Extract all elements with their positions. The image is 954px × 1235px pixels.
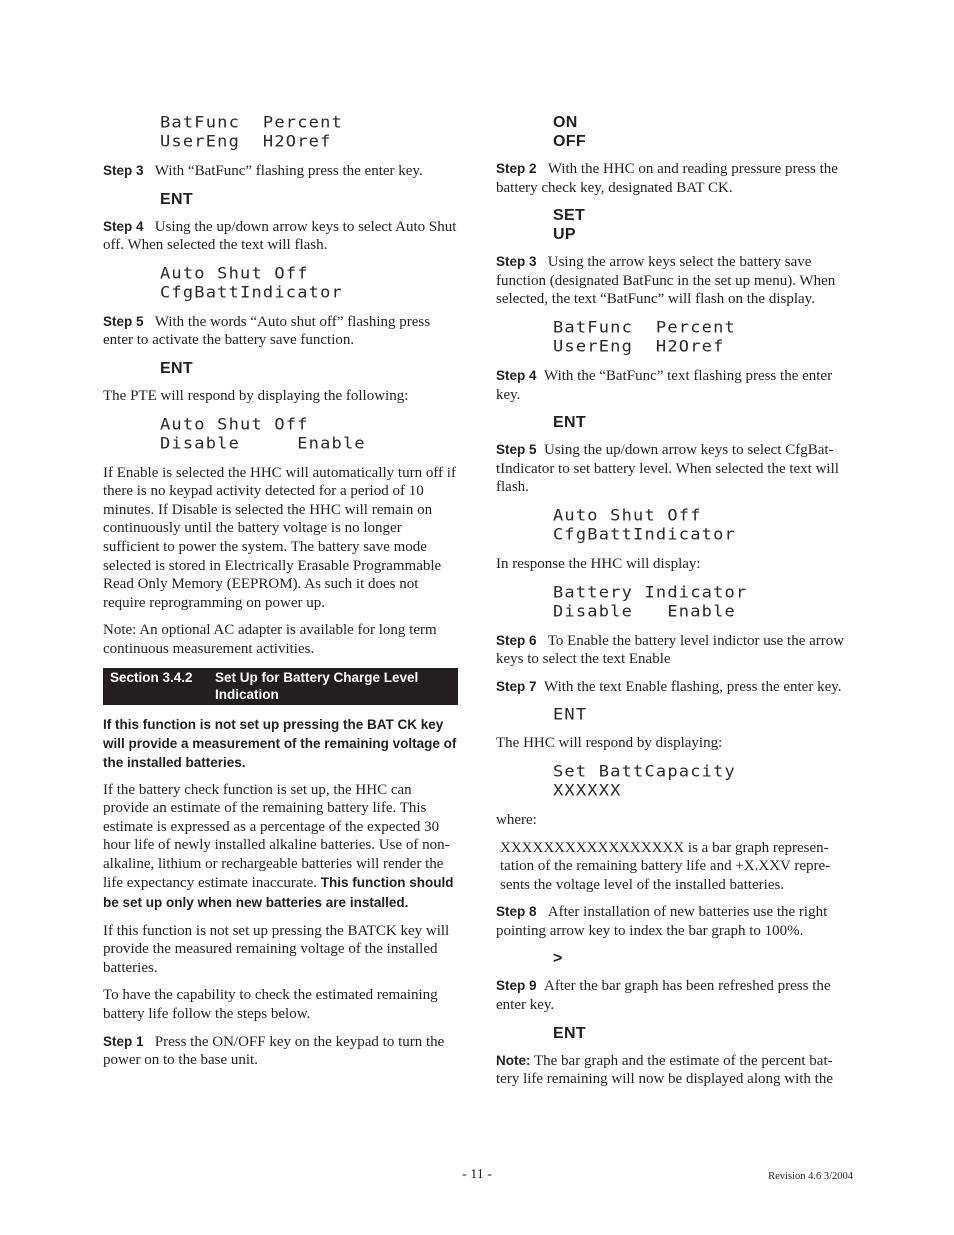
right-column [496, 113, 854, 1098]
step-3: Step 3 With “BatFunc” flashing press the enter key. [103, 163, 423, 179]
key-on-off: ON OFF [553, 114, 586, 150]
left-column [103, 113, 458, 1079]
revision-label: Revision 4.6 3/2004 [768, 1171, 853, 1182]
section-title: Set Up for Battery Charge Level Indication [215, 669, 419, 702]
final-note: Note: The bar graph and the estimate of the percent bat-tery life remaining will now be displayed along with the [496, 1052, 834, 1088]
capability-paragraph: To have the capability to check the estimated remaining battery life follow the steps below. [103, 987, 438, 1023]
step-8: Step 8 After installation of new batteries use the right pointing arrow key to index the bar graph to 100%. [496, 904, 828, 939]
step-3: Step 3 Using the arrow keys select the battery save function (designated BatFunc in the set up menu). When selected, the text “BatFunc” will flash on the display. [496, 254, 836, 308]
hhc-display-text: In response the HHC will display: [496, 555, 701, 572]
batck-paragraph: If this function is not set up pressing the BATCK key will provide the measured remaining voltage of the installed batteries. [103, 922, 450, 976]
lcd-display-ent: ENT [553, 705, 588, 725]
where-label: where: [496, 811, 537, 828]
lcd-display-auto-shut-off: Auto Shut Off CfgBattIndicator [160, 263, 343, 302]
key-ent: ENT [553, 414, 586, 432]
ac-adapter-note: Note: An optional AC adapter is available for long term continuous measurement activities. [103, 622, 437, 657]
key-set-up: SET UP [553, 207, 586, 244]
step-5: Step 5 With the words “Auto shut off” flashing press enter to activate the battery save function. [103, 313, 431, 349]
step-5: Step 5 Using the up/down arrow keys to select CfgBat-tIndicator to set battery level. When selected the text will flash. [496, 442, 839, 496]
key-ent: ENT [160, 190, 193, 208]
pte-respond-text: The PTE will respond by displaying the following: [103, 387, 409, 404]
page-number: - 11 - [462, 1167, 492, 1182]
section-number: Section 3.4.2 [110, 669, 193, 685]
bar-graph-description: XXXXXXXXXXXXXXXXX is a bar graph represen-tation of the remaining battery life and +X.XXV repre-sents the voltage level of the installed batteries. [500, 839, 831, 893]
step-6: Step 6 To Enable the battery level indictor use the arrow keys to select the text Enable [496, 632, 845, 668]
step-7: Step 7 With the text Enable flashing, press the enter key. [496, 678, 842, 695]
hhc-respond-text: The HHC will respond by displaying: [496, 735, 723, 752]
lcd-display-auto-shut-off: Auto Shut Off CfgBattIndicator [553, 505, 736, 544]
lcd-display-disable-enable: Auto Shut Off Disable Enable [160, 414, 366, 453]
bold-intro: If this function is not set up pressing the BAT CK key will provide a measurement of the remaining voltage of the installed batteries. [103, 716, 457, 770]
enable-paragraph: If Enable is selected the HHC will automatically turn off if there is no keypad activity detected for a period of 10 minutes. If Disable is selected the HHC will remain on continuously until the battery voltage is no longer sufficient to power the system. The battery save mode selected is stored in Electrically Erasable Programmable Read Only Memory (EEPROM). As such it does not require reprogramming on power up. [103, 464, 456, 611]
step-1: Step 1 Press the ON/OFF key on the keypad to turn the power on to the base unit. [103, 1033, 445, 1069]
key-ent: ENT [553, 1024, 586, 1042]
lcd-display-batfunc: BatFunc Percent UserEng H2Oref [553, 317, 736, 356]
lcd-display-battery-indicator: Battery Indicator Disable Enable [553, 582, 748, 621]
lcd-display-batfunc: BatFunc Percent UserEng H2Oref [160, 113, 343, 151]
lcd-display-batt-capacity: Set BattCapacity XXXXXX [553, 761, 736, 800]
step-4: Step 4 With the “BatFunc” text flashing press the enter key. [496, 367, 833, 403]
step-9: Step 9 After the bar graph has been refreshed press the enter key. [496, 978, 831, 1014]
step-4: Step 4 Using the up/down arrow keys to select Auto Shut off. When selected the text will flash. [103, 218, 457, 254]
battery-check-paragraph: If the battery check function is set up, the HHC can provide an estimate of the remaining battery life. This estimate is expressed as a percentage of the expected 30 hour life of newly installed alkaline batteries. Use of non-alkaline, lithium or rechargeable batteries will render the life expectancy estimate inaccurate. This function should be set up only when new batteries are installed. [103, 781, 454, 911]
step-2: Step 2 With the HHC on and reading pressure press the battery check key, designated BAT CK. [496, 161, 838, 196]
section-header [103, 668, 458, 705]
key-ent: ENT [160, 359, 193, 377]
key-right-arrow: > [553, 950, 563, 968]
